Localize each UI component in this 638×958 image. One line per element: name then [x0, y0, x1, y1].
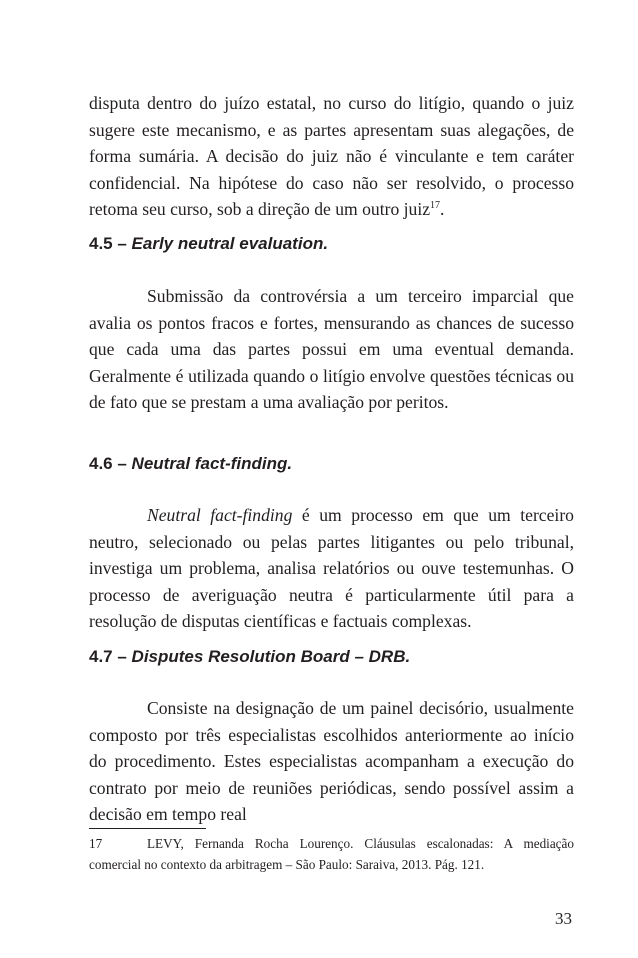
section-4-7-paragraph-block [89, 695, 574, 828]
section-4-7-heading [89, 646, 574, 668]
section-4-6-number: 4.6 – [89, 454, 127, 473]
section-4-6-heading [89, 453, 574, 475]
section-4-6-paragraph-block [89, 502, 574, 635]
section-4-6-italic-term: Neutral fact-finding [147, 505, 293, 525]
intro-paragraph-block [89, 90, 574, 223]
footnote [89, 834, 574, 875]
section-4-5-paragraph-block [89, 283, 574, 416]
section-4-7-title: Disputes Resolution Board – DRB. [131, 647, 411, 666]
section-4-5-paragraph: Submissão da controvérsia a um terceiro imparcial que avalia os pontos fracos e fortes, mensurando as chances de sucesso que cada uma das partes possui em uma eventual demanda. Geralmente é utilizada quando o litígio envolve questões técnicas ou de fato que se prestam a uma avaliação por peritos. [89, 286, 574, 413]
section-4-6-heading-block [89, 453, 574, 475]
section-4-7-number: 4.7 – [89, 647, 127, 666]
section-4-5-title: Early neutral evaluation. [131, 234, 329, 253]
footnote-reference: 17 [430, 200, 441, 212]
section-4-5-heading [89, 233, 574, 255]
page-number: 33 [555, 909, 572, 928]
footnote-divider [89, 828, 206, 829]
section-4-6-title: Neutral fact-finding. [131, 454, 293, 473]
section-4-5-heading-block [89, 233, 574, 255]
intro-paragraph [89, 90, 574, 223]
footnote-number: 17 [89, 836, 103, 851]
section-4-6-paragraph [89, 502, 574, 635]
footnote-text: LEVY, Fernanda Rocha Lourenço. Cláusulas escalonadas: A mediação comercial no contexto da arbitragem – São Paulo: Saraiva, 2013. Pág. 121. [89, 836, 574, 872]
section-4-7-heading-block [89, 646, 574, 668]
section-4-7-paragraph: Consiste na designação de um painel decisório, usualmente composto por três especialistas escolhidos anteriormente ao início do procedimento. Estes especialistas acompanham a execução do contrato por meio de reuniões periódicas, sendo possível assim a decisão em tempo real [89, 698, 574, 825]
intro-paragraph-text: disputa dentro do juízo estatal, no curso do litígio, quando o juiz sugere este mecanismo, e as partes apresentam suas alegações, de forma sumária. A decisão do juiz não é vinculante e tem caráter confidencial. Na hipótese do caso não ser resolvido, o processo retoma seu curso, sob a direção de um outro juiz [89, 93, 574, 220]
section-4-5-number: 4.5 – [89, 234, 127, 253]
intro-paragraph-trailing: . [440, 199, 445, 220]
section-4-6-paragraph-text: é um processo em que um terceiro neutro, selecionado ou pelas partes litigantes ou pelo tribunal, investiga um problema, analisa relatórios ou ouve testemunhas. O processo de averiguação neutra é particularmente útil para a resolução de disputas científicas e factuais complexas. [89, 505, 574, 632]
